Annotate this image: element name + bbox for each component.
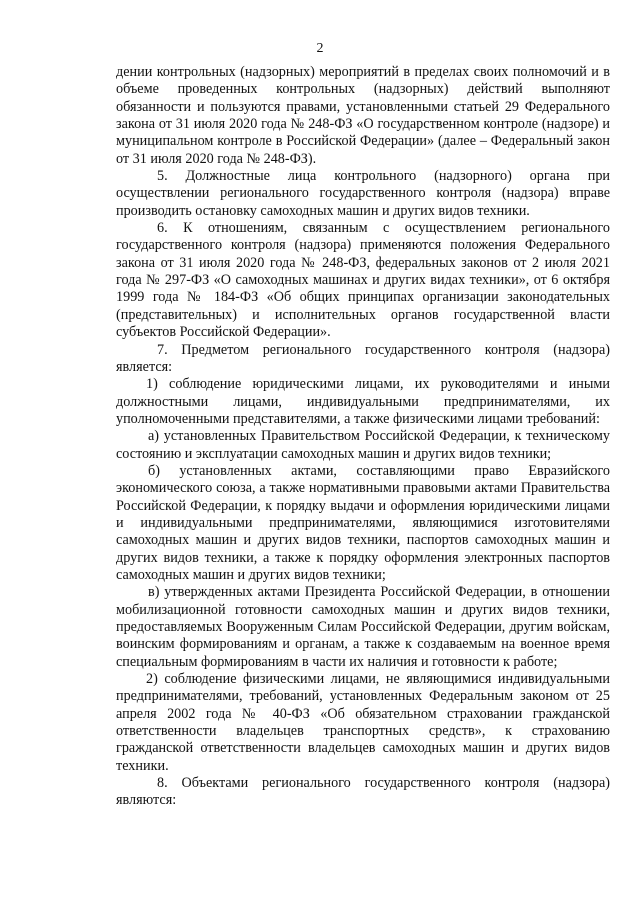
subitem-7-2: 2) соблюдение физическими лицами, не являющимися индивидуальными предпринимателями, требований, установленных Федеральным законом от 25 апреля 2002 года № 40-ФЗ «Об обязательном страховании гражданской ответственности владельцев транспортных средств», к страхованию гражданской ответственности владельцев самоходных машин и других видов техники. [116, 671, 610, 774]
paragraph-8: 8. Объектами регионального государственного контроля (надзора) являются: [116, 775, 610, 809]
paragraph-continuation: дении контрольных (надзорных) мероприятий в пределах своих полномочий и в объеме проведенных контрольных (надзорных) действий выполняют обязанности и пользуются правами, установленными статьей 29 Федерального закона от 31 июля 2020 года № 248-ФЗ «О государственном контроле (надзоре) и муниципальном контроле в Российской Федерации» (далее – Федеральный закон от 31 июля 2020 года № 248-ФЗ). [116, 64, 610, 167]
subitem-7-1-b: б) установленных актами, составляющими право Евразийского экономического союза, а также нормативными правовыми актами Правительства Российской Федерации, к порядку выдачи и оформления юридическими лицами и индивидуальными предпринимателями, являющимися изготовителями самоходных машин и других видов техники, паспортов самоходных машин и других видов техники, а также к порядку оформления электронных паспортов самоходных машин и других видов техники; [116, 462, 610, 583]
paragraph-5: 5. Должностные лица контрольного (надзорного) органа при осуществлении регионального государственного контроля (надзора) вправе производить остановку самоходных машин и других видов техники. [116, 168, 610, 219]
subitem-7-1-a: а) установленных Правительством Российской Федерации, к техническому состоянию и эксплуатации самоходных машин и других видов техники; [116, 428, 610, 462]
subitem-7-1-v: в) утвержденных актами Президента Российской Федерации, в отношении мобилизационной готовности самоходных машин и других видов техники, предоставляемых Вооруженным Силам Российской Федерации, другим войскам, воинским формированиям и органам, а также к создаваемым на военное время специальным формированиям в части их наличия и готовности к работе; [116, 584, 610, 670]
paragraph-7: 7. Предметом регионального государственного контроля (надзора) является: [116, 341, 610, 375]
page-number: 2 [316, 41, 324, 56]
paragraph-6: 6. К отношениям, связанным с осуществлением регионального государственного контроля (надзора) применяются положения Федерального закона от 31 июля 2020 года № 248-ФЗ, федеральных законов от 2 июля 2021 года № 297-ФЗ «О самоходных машинах и других видах техники», от 6 октября 1999 года № 184-ФЗ «Об общих принципах организации законодательных (представительных) и исполнительных органов государственной власти субъектов Российской Федерации». [116, 220, 610, 341]
subitem-7-1: 1) соблюдение юридическими лицами, их руководителями и иными должностными лицами, индивидуальными предпринимателями, их уполномоченными представителями, а также физическими лицами требований: [116, 376, 610, 427]
document-body [116, 64, 610, 810]
